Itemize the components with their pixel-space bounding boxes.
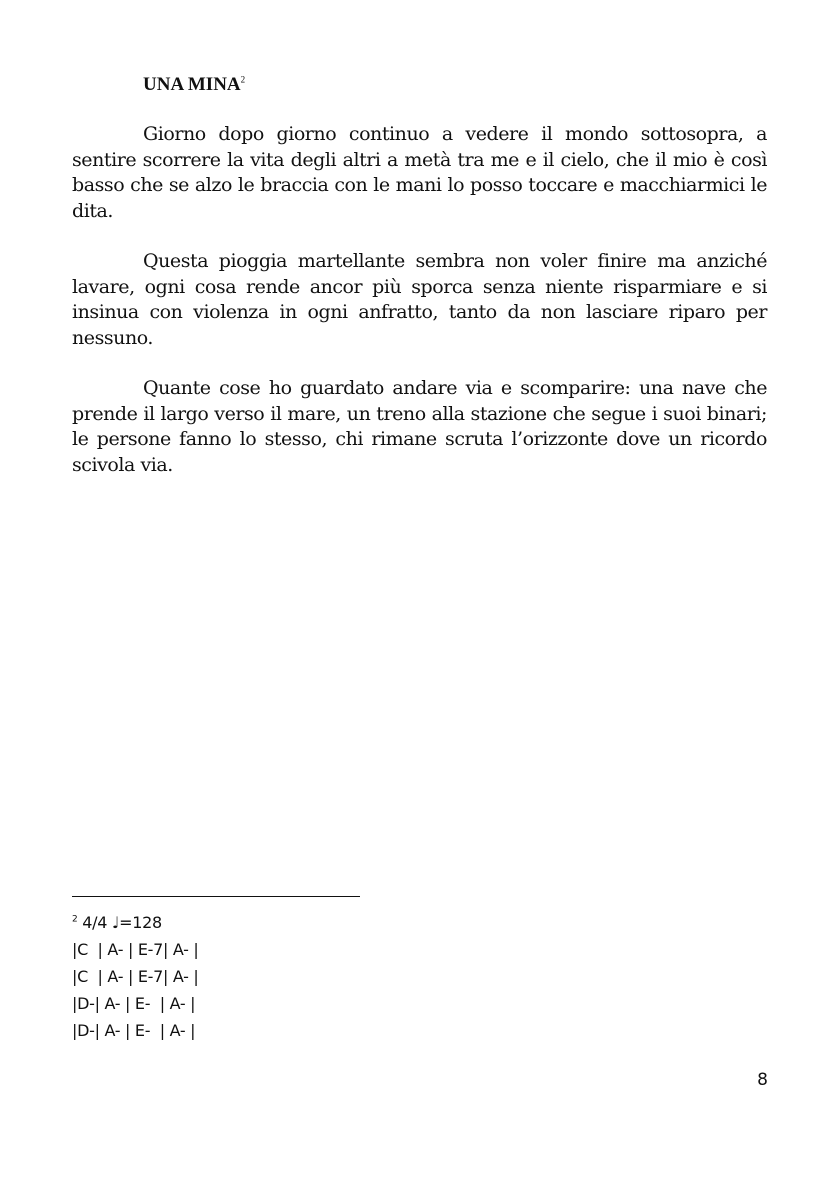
chapter-title-text: UNA MINA bbox=[143, 74, 241, 95]
footnote-separator bbox=[72, 896, 360, 897]
chapter-title bbox=[143, 72, 245, 98]
footnote-tempo: 4/4 ♩=128 bbox=[77, 913, 162, 932]
page-number: 8 bbox=[757, 1070, 768, 1090]
footnote bbox=[72, 909, 199, 1044]
chord-line: |D-| A- | E- | A- | bbox=[72, 1021, 196, 1040]
footnote-tempo-line bbox=[72, 909, 199, 936]
chord-line: |C | A- | E-7| A- | bbox=[72, 967, 199, 986]
footnote-reference[interactable]: 2 bbox=[240, 74, 246, 85]
chord-line: |D-| A- | E- | A- | bbox=[72, 994, 196, 1013]
footnote-marker: 2 bbox=[72, 914, 78, 925]
paragraph: Giorno dopo giorno continuo a vedere il mondo sottosopra, a sentire scorrere la vita degli altri a metà tra me e il cielo, che il mio è così basso che se alzo le braccia con le mani lo posso toccare e macchiarmici le dita. bbox=[72, 123, 767, 222]
chord-line: |C | A- | E-7| A- | bbox=[72, 940, 199, 959]
paragraph: Questa pioggia martellante sembra non voler finire ma anziché lavare, ogni cosa rende ancor più sporca senza niente risparmiare e si insinua con violenza in ogni anfratto, tanto da non lasciare riparo per nessuno. bbox=[72, 250, 767, 349]
paragraph: Quante cose ho guardato andare via e scomparire: una nave che prende il largo verso il mare, un treno alla stazione che segue i suoi binari; le persone fanno lo stesso, chi rimane scruta l’orizzonte dove un ricordo scivola via. bbox=[72, 377, 767, 476]
